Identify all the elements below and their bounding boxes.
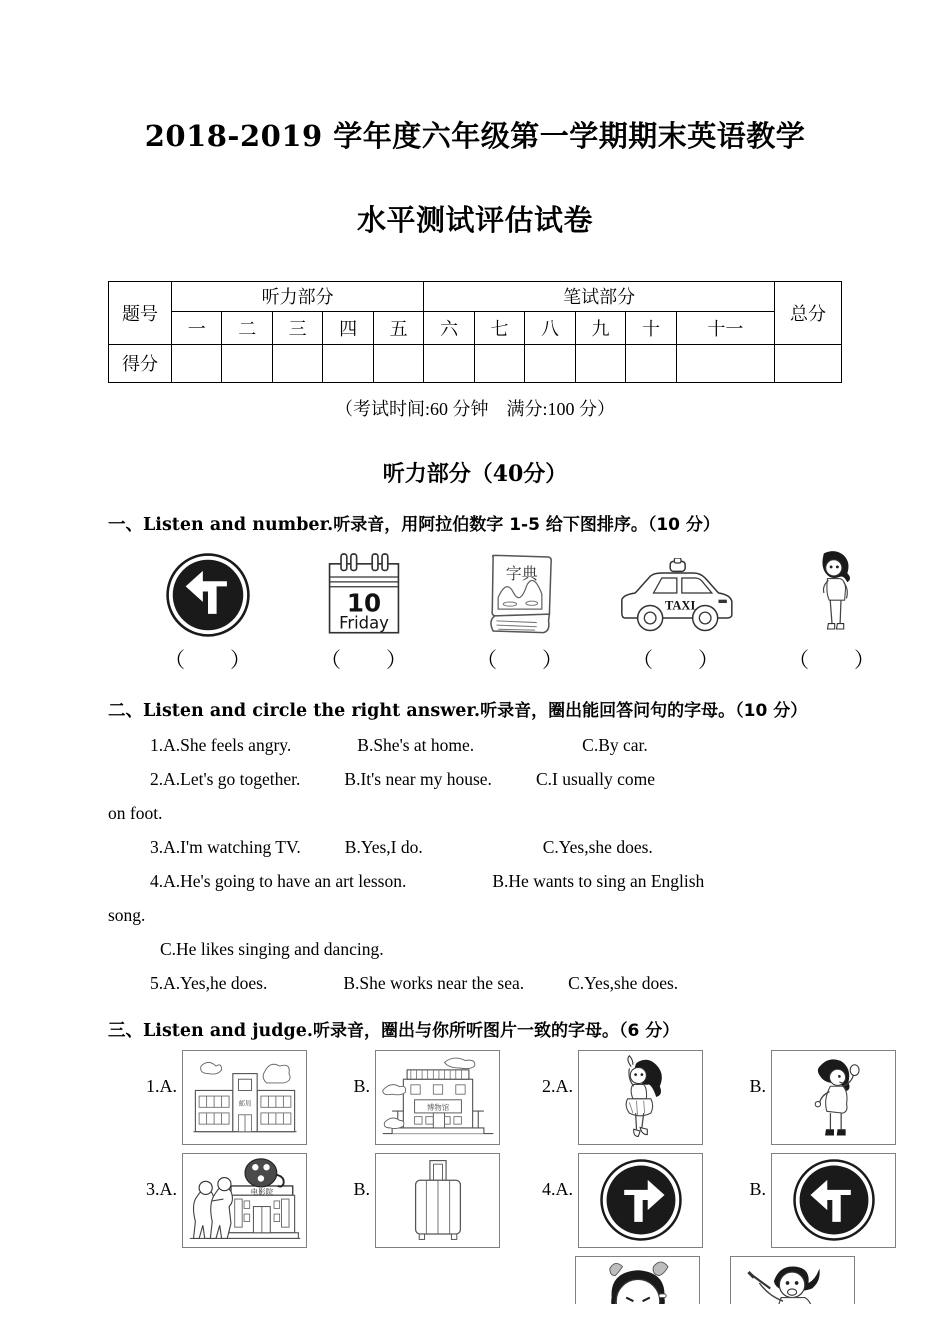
q3-item-2-a <box>536 1050 703 1145</box>
q3-item-2-b <box>733 1050 896 1145</box>
turn-right-sign-icon <box>599 1158 683 1242</box>
score-table-item-w4: 九 <box>575 311 625 344</box>
q2-item-5 <box>150 973 910 994</box>
suitcase-icon <box>410 1157 466 1243</box>
q1-picture-3 <box>442 546 598 638</box>
taxi-icon <box>613 558 739 638</box>
q3-image-row-1 <box>140 1050 950 1145</box>
calendar-icon <box>323 552 405 638</box>
page-title-line2: 水平测试评估试卷 <box>356 203 593 238</box>
q2-heading-cn: 听录音，圈出能回答问句的字母。（10 分） <box>480 700 808 721</box>
q3-item-1-a <box>140 1050 307 1145</box>
singing-girl-icon <box>803 1054 865 1140</box>
cinema-sign-text: 电影院 <box>250 1187 273 1197</box>
score-table-item-w5: 十 <box>626 311 676 344</box>
score-table-total-label: 总分 <box>775 281 842 344</box>
girl-with-pointer-icon <box>743 1257 843 1304</box>
score-table-wrapper <box>0 281 950 383</box>
score-table-row-label-score: 得分 <box>109 344 172 382</box>
question-1-heading <box>108 510 950 536</box>
q3-index: 三、 <box>108 1020 143 1041</box>
q2-item-2-option-a[interactable]: A.Let's go together. <box>163 768 301 789</box>
score-table <box>108 281 842 383</box>
question-1-answer-blanks <box>130 644 910 674</box>
q2-index: 二、 <box>108 700 143 721</box>
score-table-item-w6: 十一 <box>676 311 774 344</box>
q3-item-5-option-a-box[interactable] <box>575 1256 700 1304</box>
museum-sign-text: 博物馆 <box>426 1103 449 1113</box>
score-cell-w2[interactable] <box>474 344 524 382</box>
score-cell-total[interactable] <box>775 344 842 382</box>
q3-item-1-b <box>337 1050 500 1145</box>
q2-item-5-option-c[interactable]: C.Yes,she does. <box>568 972 679 993</box>
q3-item-5-a <box>575 1256 700 1304</box>
q1-blank-4[interactable]: （ ） <box>632 647 720 672</box>
q2-item-5-num: 5. <box>150 972 164 993</box>
q3-item-3-label-b: B. <box>353 1178 370 1199</box>
q2-item-2-num: 2. <box>150 768 164 789</box>
dictionary-icon <box>478 550 562 638</box>
museum-icon <box>379 1053 497 1141</box>
score-cell-w5[interactable] <box>626 344 676 382</box>
q2-item-4-option-a[interactable]: A.He's going to have an art lesson. <box>163 870 407 891</box>
score-table-item-w3: 八 <box>525 311 575 344</box>
q1-blank-3[interactable]: （ ） <box>476 647 564 672</box>
score-table-item-l5: 五 <box>373 311 423 344</box>
q3-item-1-label-b: B. <box>353 1075 370 1096</box>
q2-item-3-option-a[interactable]: A.I'm watching TV. <box>163 836 301 857</box>
q2-item-1-num: 1. <box>150 734 164 755</box>
score-table-group-listening: 听力部分 <box>172 281 424 311</box>
girl-standing-icon <box>804 548 860 638</box>
q3-item-2-label-b: B. <box>749 1075 766 1096</box>
q3-item-4-b <box>733 1153 896 1248</box>
q1-picture-5 <box>754 546 910 638</box>
q1-index: 一、 <box>108 514 143 535</box>
question-3-heading <box>108 1016 950 1042</box>
page-title-line1: 2018-2019 学年度六年级第一学期期末英语教学 <box>144 119 806 153</box>
post-office-icon <box>186 1053 304 1141</box>
q1-picture-1 <box>130 546 286 638</box>
q1-heading-en: Listen and number. <box>143 514 334 535</box>
angry-girl-icon <box>588 1257 688 1304</box>
score-table-group-written: 笔试部分 <box>424 281 775 311</box>
q2-item-4 <box>150 871 910 892</box>
q3-image-row-3-partial <box>140 1256 950 1304</box>
score-cell-w3[interactable] <box>525 344 575 382</box>
q3-item-1-option-b-box[interactable] <box>375 1050 500 1145</box>
q2-item-2-option-c-continuation: on foot. <box>108 802 163 823</box>
turn-left-sign-icon <box>165 552 251 638</box>
q1-blank-2[interactable]: （ ） <box>320 647 408 672</box>
post-office-sign-text: 邮局 <box>237 1099 252 1108</box>
q3-item-4-label-b: B. <box>749 1178 766 1199</box>
score-table-item-l3: 三 <box>272 311 322 344</box>
q2-item-1 <box>150 735 910 756</box>
score-cell-l1[interactable] <box>172 344 222 382</box>
q1-picture-2 <box>286 546 442 638</box>
dancing-girl-icon <box>611 1054 671 1140</box>
score-cell-l4[interactable] <box>323 344 373 382</box>
q3-heading-en: Listen and judge. <box>143 1020 313 1041</box>
score-table-item-l1: 一 <box>172 311 222 344</box>
q1-heading-cn: 听录音，用阿拉伯数字 1-5 给下图排序。（10 分） <box>333 514 720 535</box>
q2-item-2 <box>150 769 910 790</box>
score-table-item-w1: 六 <box>424 311 474 344</box>
q2-item-1-option-c[interactable]: C.By car. <box>582 734 648 755</box>
q3-item-3-option-a-box[interactable] <box>182 1153 307 1248</box>
q2-item-4-num: 4. <box>150 870 164 891</box>
q1-picture-4 <box>598 546 754 638</box>
q3-item-4-option-b-box[interactable] <box>771 1153 896 1248</box>
score-cell-w4[interactable] <box>575 344 625 382</box>
q3-item-5-option-b-box[interactable] <box>730 1256 855 1304</box>
q3-item-1-label-a: 1.A. <box>146 1075 177 1096</box>
q3-image-row-2 <box>140 1153 950 1248</box>
question-2-heading <box>108 696 950 722</box>
listening-section-title: 听力部分（40分） <box>382 460 568 487</box>
turn-left-sign-icon <box>792 1158 876 1242</box>
question-1-picture-strip <box>130 546 910 638</box>
dictionary-cover-text: 字典 <box>505 563 538 583</box>
taxi-label-text: TAXI <box>664 598 696 613</box>
q2-item-4-option-b-continuation: song. <box>108 904 146 925</box>
q2-item-1-option-b[interactable]: B.She's at home. <box>357 734 475 755</box>
calendar-day-name: Friday <box>339 613 389 633</box>
score-table-row-label-number: 题号 <box>109 281 172 344</box>
q3-item-3-label-a: 3.A. <box>146 1178 177 1199</box>
q2-item-4-option-b[interactable]: B.He wants to sing an English <box>492 870 705 891</box>
q1-blank-1[interactable]: （ ） <box>164 647 252 672</box>
score-table-item-l4: 四 <box>323 311 373 344</box>
q2-item-3 <box>150 837 910 858</box>
q2-heading-en: Listen and circle the right answer. <box>143 700 481 721</box>
q3-item-3-a <box>140 1153 307 1248</box>
q2-item-2-option-c[interactable]: C.I usually come <box>535 768 656 789</box>
calendar-day-number: 10 <box>346 587 382 617</box>
q3-item-3-b <box>337 1153 500 1248</box>
q2-item-5-option-b[interactable]: B.She works near the sea. <box>343 972 525 993</box>
score-cell-l3[interactable] <box>272 344 322 382</box>
q3-item-2-label-a: 2.A. <box>542 1075 573 1096</box>
score-cell-w1[interactable] <box>424 344 474 382</box>
q2-item-2-option-b[interactable]: B.It's near my house. <box>344 768 492 789</box>
score-table-item-l2: 二 <box>222 311 272 344</box>
q3-item-4-label-a: 4.A. <box>542 1178 573 1199</box>
score-table-item-w2: 七 <box>474 311 524 344</box>
q1-blank-5[interactable]: （ ） <box>788 647 876 672</box>
q3-item-2-option-a-box[interactable] <box>578 1050 703 1145</box>
q3-item-2-option-b-box[interactable] <box>771 1050 896 1145</box>
q3-item-4-option-a-box[interactable] <box>578 1153 703 1248</box>
score-cell-l2[interactable] <box>222 344 272 382</box>
q2-item-1-option-a[interactable]: A.She feels angry. <box>163 734 292 755</box>
score-cell-w6[interactable] <box>676 344 774 382</box>
exam-info-line: （考试时间:60 分钟 满分:100 分） <box>334 398 615 419</box>
q3-heading-cn: 听录音，圈出与你所听图片一致的字母。（6 分） <box>312 1020 680 1041</box>
q2-item-5-option-a[interactable]: A.Yes,he does. <box>163 972 268 993</box>
q2-item-4-option-c[interactable]: C.He likes singing and dancing. <box>160 938 384 959</box>
score-cell-l5[interactable] <box>373 344 423 382</box>
q3-item-4-a <box>536 1153 703 1248</box>
q3-item-3-option-b-box[interactable] <box>375 1153 500 1248</box>
cinema-icon <box>186 1156 304 1244</box>
q2-item-3-option-c[interactable]: C.Yes,she does. <box>542 836 653 857</box>
q3-item-5-b <box>730 1256 855 1304</box>
q2-item-3-num: 3. <box>150 836 164 857</box>
q2-item-3-option-b[interactable]: B.Yes,I do. <box>344 836 423 857</box>
q3-item-1-option-a-box[interactable] <box>182 1050 307 1145</box>
